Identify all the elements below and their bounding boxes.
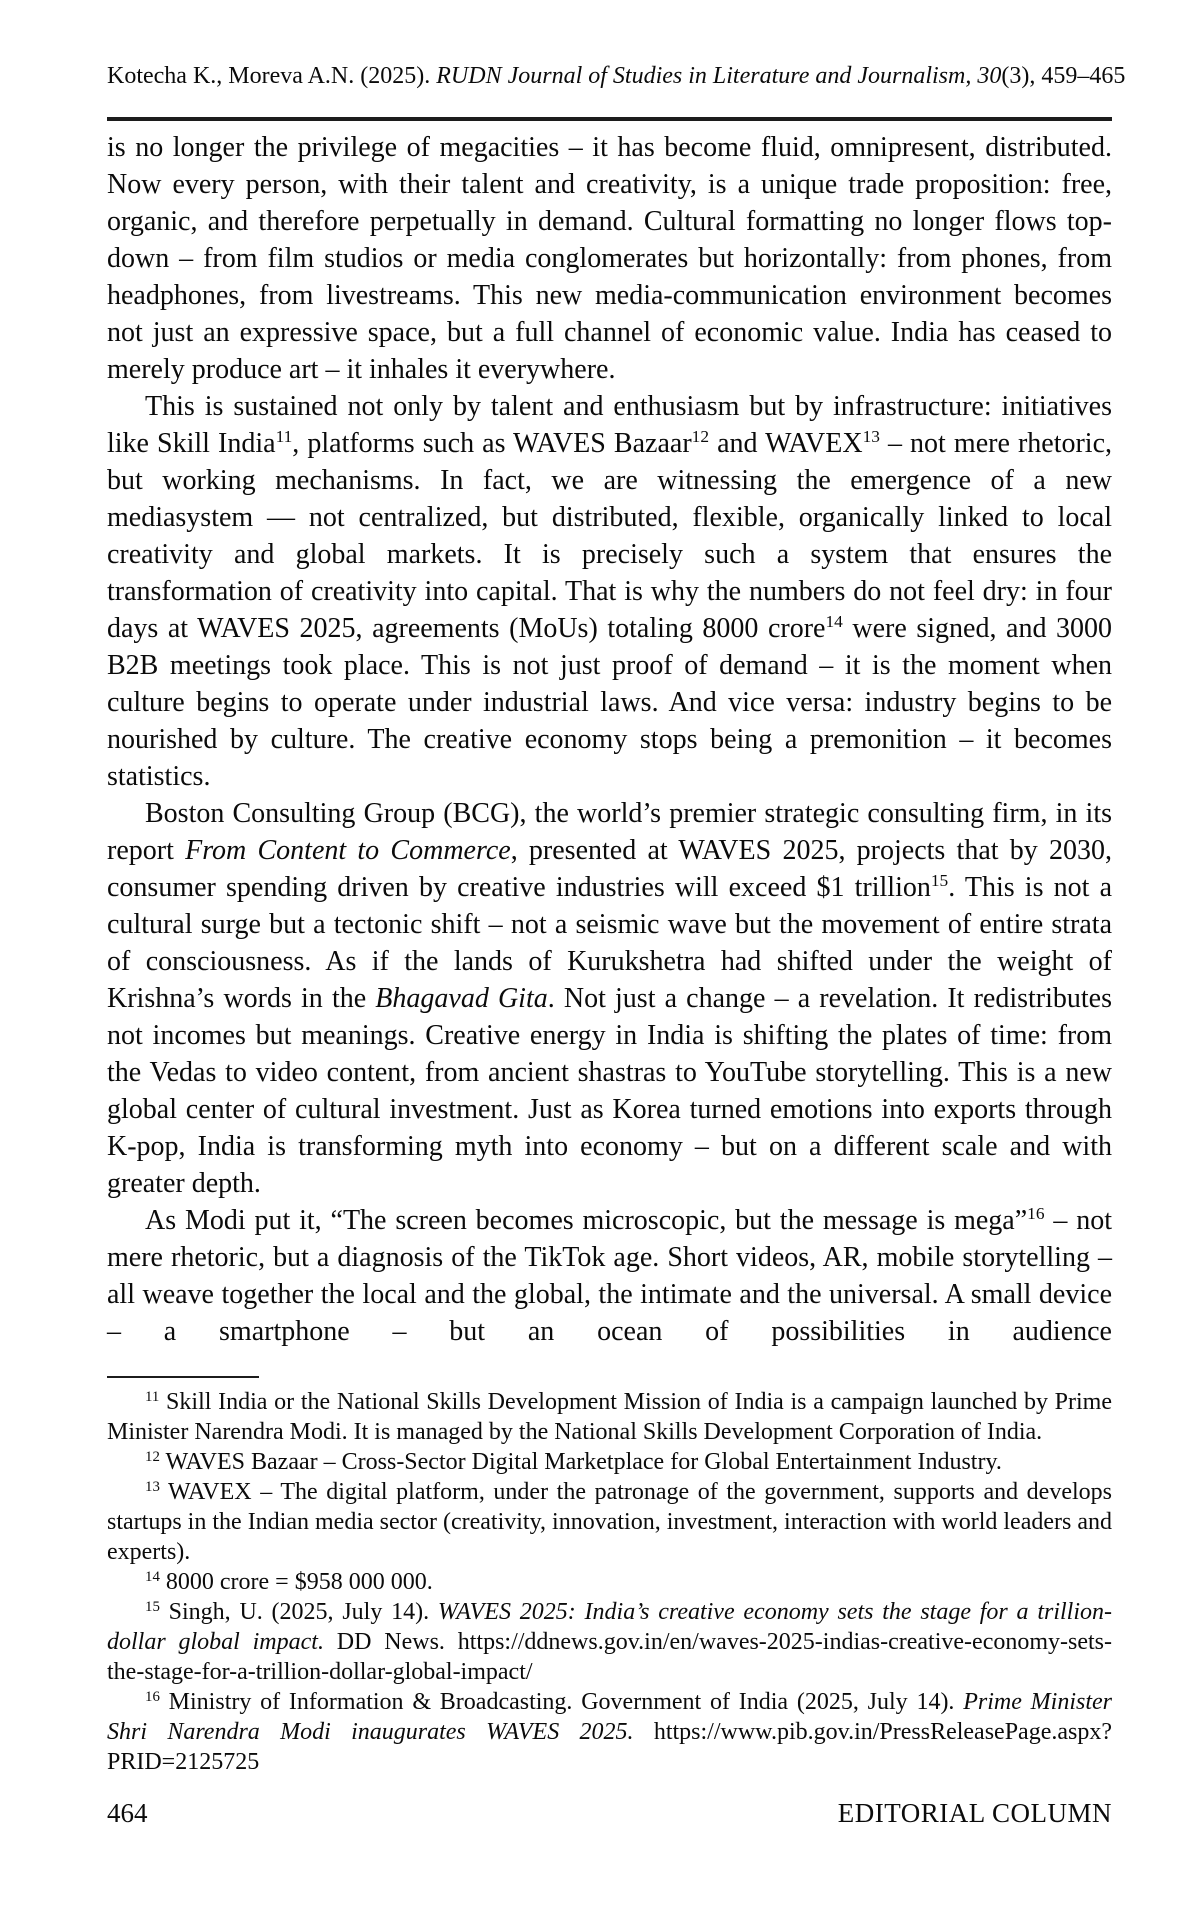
footnote bbox=[107, 1447, 1112, 1477]
section-title: EDITORIAL COLUMN bbox=[837, 1798, 1112, 1828]
footnote-number: 15 bbox=[145, 1598, 160, 1615]
footnote-ref: 15 bbox=[930, 871, 949, 891]
page-content bbox=[107, 0, 1126, 1777]
text-run: – not mere rhetoric, but working mechanisms. In fact, we are witnessing the emergence of a new mediasystem — not centralized, but distributed, flexible, organically linked to local creativity and global markets. It is precisely such a system that ensures the transformation of creativity into capital. That is why the numbers do not feel dry: in four days at WAVES 2025, agreements (MoUs) totaling 8000 crore bbox=[107, 427, 1113, 644]
text-run: and WAVEX bbox=[709, 427, 863, 459]
text-run: Prime Minister Shri Narendra Modi inaugurates WAVES 2025. bbox=[107, 1688, 1113, 1745]
text-run: . This is not a cultural surge but a tectonic shift – not a seismic wave but the movement of entire strata of consciousness. As if the lands of Kurukshetra had shifted under the weight of Krishna’s words in the bbox=[107, 871, 1112, 1014]
text-run: Kotecha K., Moreva A.N. (2025). bbox=[107, 63, 437, 89]
footnote-ref: 16 bbox=[1027, 1204, 1045, 1224]
footnote-ref: 13 bbox=[862, 427, 880, 447]
footnote-number: 12 bbox=[145, 1448, 160, 1465]
footnote-ref: 14 bbox=[825, 612, 843, 632]
text-run: Skill India or the National Skills Development Mission of India is a campaign launched by Prime Minister Narendra Modi. It is managed by the National Skills Development Corporation of India. bbox=[107, 1388, 1112, 1445]
footnote bbox=[107, 1477, 1112, 1567]
text-run: , platforms such as WAVES Bazaar bbox=[292, 427, 692, 459]
text-run: As Modi put it, “The screen becomes microscopic, but the message is mega” bbox=[145, 1204, 1028, 1236]
text-run: Boston Consulting Group (BCG), the world’s premier strategic consulting firm, in its report bbox=[107, 797, 1112, 866]
header-rule bbox=[107, 117, 1112, 121]
text-run: WAVEX – The digital platform, under the patronage of the government, supports and develops startups in the Indian media sector (creativity, innovation, investment, interaction with world leaders and experts). bbox=[107, 1478, 1112, 1565]
footnote bbox=[107, 1597, 1112, 1687]
text-run: Bhagavad Gita bbox=[375, 982, 548, 1014]
footnote-list bbox=[107, 1387, 1112, 1777]
text-run: were signed, and 3000 B2B meetings took place. This is not just proof of demand – it is the moment when culture begins to operate under industrial laws. And vice versa: industry begins to be nourished by culture. The creative economy stops being a premonition – it becomes statistics. bbox=[107, 612, 1113, 792]
body-paragraphs bbox=[107, 129, 1112, 1350]
footnote bbox=[107, 1567, 1112, 1597]
footnote-number: 11 bbox=[145, 1388, 160, 1405]
text-run: 8000 crore = $958 000 000. bbox=[165, 1568, 433, 1595]
text-run: DD News. https://ddnews.gov.in/en/waves-2025-indias-creative-economy-sets-the-stage-for-a-trillion-dollar-global-impact/ bbox=[107, 1628, 1112, 1685]
text-run: . Not just a change – a revelation. It redistributes not incomes but meanings. Creative energy in India is shifting the plates of time: from the Vedas to video content, from ancient shastras to YouTube storytelling. This is a new global center of cultural investment. Just as Korea turned emotions into exports through K-pop, India is transforming myth into economy – but on a different scale and with greater depth. bbox=[107, 982, 1113, 1199]
page-number: 464 bbox=[107, 1798, 148, 1828]
text-run: https://www.pib.gov.in/PressReleasePage.aspx?PRID=2125725 bbox=[107, 1718, 1112, 1775]
text-run: WAVES Bazaar – Cross-Sector Digital Marketplace for Global Entertainment Industry. bbox=[165, 1448, 1002, 1475]
text-run: – not mere rhetoric, but a diagnosis of the TikTok age. Short videos, AR, mobile storytelling – all weave together the local and the global, the intimate and the universal. A small device – a smartphone – but an ocean of possibilities in audience bbox=[107, 1204, 1112, 1347]
paragraph bbox=[107, 129, 1112, 388]
footnote-ref: 12 bbox=[691, 427, 710, 447]
paragraph bbox=[107, 1202, 1112, 1350]
footnote-number: 14 bbox=[145, 1568, 160, 1585]
footnote-number: 16 bbox=[145, 1688, 160, 1705]
footnote-separator bbox=[107, 1376, 259, 1378]
text-run: Singh, U. (2025, July 14). bbox=[168, 1598, 438, 1625]
text-run: From Content to Commerce bbox=[185, 834, 511, 866]
footnote bbox=[107, 1687, 1112, 1777]
running-head-citation bbox=[107, 0, 1126, 91]
text-run: RUDN Journal of Studies in Literature and Journalism, 30 bbox=[436, 63, 1002, 89]
footnote-number: 13 bbox=[145, 1478, 160, 1495]
text-run: , presented at WAVES 2025, projects that by 2030, consumer spending driven by creative industries will exceed $1 trillion bbox=[107, 834, 1112, 903]
text-run: is no longer the privilege of megacities – it has become fluid, omnipresent, distributed. Now every person, with their talent and creativity, is a unique trade proposition: free, organic, and therefore perpetually in demand. Cultural formatting no longer flows top-down – from film studios or media conglomerates but horizontally: from phones, from headphones, from livestreams. This new media-communication environment becomes not just an expressive space, but a full channel of economic value. India has ceased to merely produce art – it inhales it everywhere. bbox=[107, 131, 1112, 385]
text-run: WAVES 2025: India’s creative economy sets the stage for a trillion-dollar global impact. bbox=[107, 1598, 1112, 1655]
text-run: (3), 459–465 bbox=[1001, 63, 1126, 89]
page-footer bbox=[107, 1798, 1112, 1829]
footnote bbox=[107, 1387, 1112, 1447]
text-run: This is sustained not only by talent and enthusiasm but by infrastructure: initiatives like Skill India bbox=[107, 390, 1112, 459]
footnote-ref: 11 bbox=[275, 427, 293, 447]
paragraph bbox=[107, 795, 1112, 1202]
text-run: Ministry of Information & Broadcasting. Government of India (2025, July 14). bbox=[168, 1688, 964, 1715]
paragraph bbox=[107, 388, 1112, 795]
